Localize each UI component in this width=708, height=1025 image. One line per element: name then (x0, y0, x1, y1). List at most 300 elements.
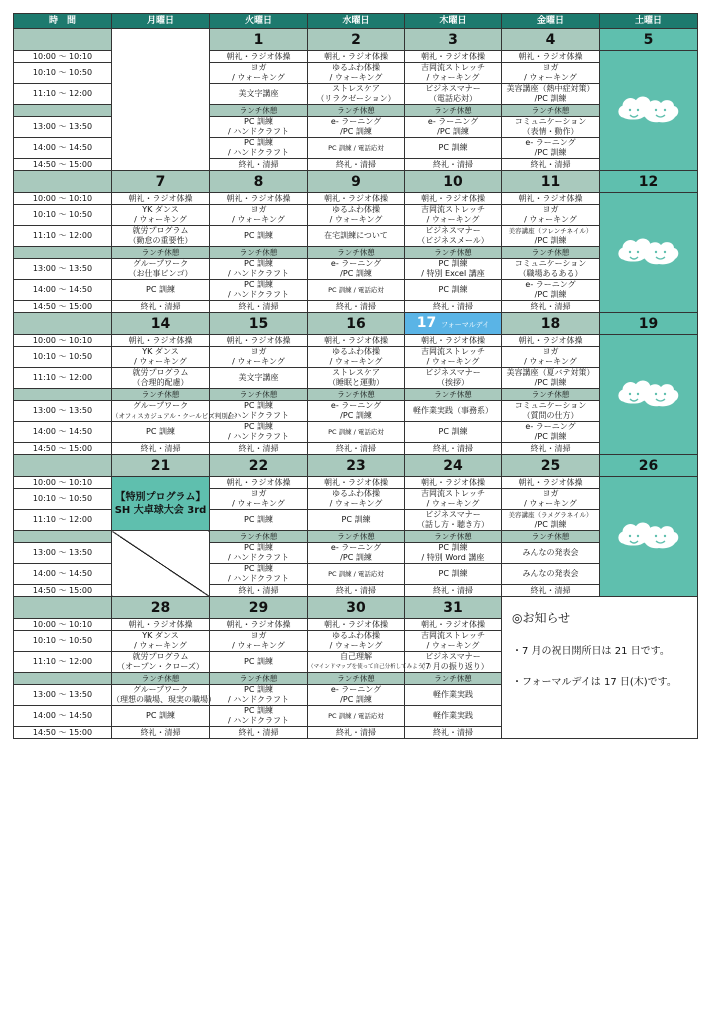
activity-line: ランチ休憩 (434, 105, 472, 115)
activity-line: / ウォーキング (232, 357, 285, 366)
activity-line: / ハンドクラフト (227, 127, 290, 136)
header-monday: 月曜日 (112, 14, 210, 29)
activity-line: / ハンドクラフト (227, 695, 290, 704)
activity-line: / ウォーキング (426, 357, 480, 366)
activity-line: ランチ休憩 (434, 673, 472, 683)
time-label: 11:10 ～ 12:00 (14, 652, 112, 673)
activity-cell (210, 193, 308, 205)
day-date (112, 313, 210, 335)
activity-cell (405, 422, 502, 443)
activity-line: （オープン・クローズ） (117, 662, 204, 671)
activity-cell (502, 193, 600, 205)
activity-cell (405, 63, 502, 84)
activity-line: ストレスケア (332, 368, 380, 377)
activity-cell (112, 401, 241, 422)
activity-line: 美容講座（フレンチネイル） (508, 227, 593, 235)
saturday-date (600, 29, 698, 51)
activity-line: 終礼・清掃 (140, 727, 181, 737)
activity-line: （表情・動作） (522, 127, 579, 136)
activity-line: / ウォーキング (329, 73, 383, 82)
time-slot-row (14, 301, 698, 313)
activity-line: / ハンドクラフト (227, 432, 290, 441)
header-wednesday: 水曜日 (308, 14, 405, 29)
time-label: 14:50 ～ 15:00 (14, 159, 112, 171)
activity-line: ランチ休憩 (337, 673, 375, 683)
activity-cell (405, 585, 502, 597)
activity-line: グループワーク (132, 401, 189, 410)
activity-line: （マインドマップを使って自己分析してみよう！） (308, 664, 435, 670)
activity-line: 終礼・清掃 (433, 159, 473, 169)
activity-line: ランチ休憩 (531, 247, 570, 257)
time-slot-row (14, 443, 698, 455)
activity-line: コミュニケーション (514, 401, 587, 410)
activity-cell (405, 685, 502, 706)
activity-cell (308, 84, 405, 105)
notice-item: ・7 月の祝日開所日は 21 日です。 (512, 646, 670, 657)
day-date (112, 171, 210, 193)
activity-line: グループワーク (132, 259, 189, 268)
week-date-row (14, 171, 698, 193)
time-label: 14:00 ～ 14:50 (14, 422, 112, 443)
notice-title: ◎お知らせ (512, 611, 571, 625)
activity-line: （7 月の振り返り） (417, 662, 489, 671)
day-date (502, 29, 600, 51)
activity-cell (210, 619, 308, 631)
activity-cell (308, 193, 405, 205)
formal-day-tag: フォーマルデイ (441, 320, 490, 329)
activity-line: コミュニケーション (514, 259, 587, 268)
activity-line: e- ラーニング (427, 117, 479, 126)
activity-line: 軽作業実践 (433, 690, 473, 699)
activity-line: /PC 訓練 (534, 432, 567, 441)
activity-line: / ハンドクラフト (227, 716, 290, 725)
activity-cell (112, 685, 216, 706)
activity-line: ランチ休憩 (141, 247, 180, 257)
activity-line: ビジネスマナー (425, 652, 481, 661)
lunch-break-cell (112, 673, 210, 685)
activity-line: ランチ休憩 (239, 105, 278, 115)
lunch-break-cell (210, 389, 308, 401)
activity-cell (308, 159, 405, 171)
date-number: 19 (638, 315, 659, 332)
activity-cell (210, 631, 308, 652)
activity-cell (405, 477, 502, 489)
activity-cell (502, 422, 600, 443)
week-date-row (14, 29, 698, 51)
activity-cell (112, 368, 210, 389)
activity-line: 美容講座（夏バテ対策） (506, 368, 595, 377)
activity-line: ヨガ (250, 205, 267, 214)
saturday-date (600, 171, 698, 193)
activity-line: e- ラーニング (525, 422, 576, 431)
lunch-break-cell (210, 531, 308, 543)
activity-line: PC 訓練 (438, 143, 468, 152)
activity-line: PC 訓練 (244, 401, 273, 410)
activity-line: ゆるふわ体操 (332, 631, 380, 640)
day-date (112, 455, 210, 477)
lunch-break-cell (405, 531, 502, 543)
activity-cell (308, 138, 405, 159)
time-label: 11:10 ～ 12:00 (14, 84, 112, 105)
week-date-row (14, 313, 698, 335)
activity-line: 終礼・清掃 (238, 727, 279, 737)
date-number: 1 (253, 31, 264, 48)
activity-cell (405, 84, 502, 105)
activity-line: / ウォーキング (329, 215, 383, 224)
activity-line: / ハンドクラフト (227, 269, 290, 278)
smiling-cloud-icon (617, 91, 681, 131)
activity-line: 朝礼・ラジオ体操 (226, 193, 291, 203)
activity-line: e- ラーニング (330, 685, 382, 694)
activity-line: （話し方・聴き方） (417, 520, 489, 529)
time-label: 14:00 ～ 14:50 (14, 706, 112, 727)
activity-line: 自己理解 (340, 652, 372, 661)
time-label (14, 389, 112, 401)
activity-line: 軽作業実践 (433, 711, 473, 720)
smiling-cloud-icon (617, 233, 681, 273)
activity-line: PC 訓練 (244, 138, 273, 147)
activity-cell (210, 335, 308, 347)
time-label: 13:00 ～ 13:50 (14, 543, 112, 564)
smiling-cloud-icon (617, 517, 681, 557)
activity-cell (210, 84, 308, 105)
activity-line: 終礼・清掃 (140, 301, 181, 311)
activity-line: 終礼・清掃 (238, 585, 279, 595)
time-slot-row (14, 226, 698, 247)
activity-cell (308, 226, 405, 247)
activity-line: 吉岡流ストレッチ (421, 489, 485, 498)
activity-cell (502, 443, 600, 455)
activity-line: 軽作業実践（事務系） (413, 406, 493, 415)
activity-line: / ウォーキング (524, 73, 577, 82)
time-label (14, 531, 112, 543)
activity-line: ランチ休憩 (531, 531, 570, 541)
saturday-closed-cell (600, 335, 698, 455)
activity-line: e- ラーニング (525, 138, 576, 147)
activity-line: / ハンドクラフト (227, 290, 290, 299)
activity-line: 朝礼・ラジオ体操 (324, 477, 388, 487)
date-row-spacer (14, 313, 112, 335)
activity-line: /PC 訓練 (534, 148, 567, 157)
date-number: 18 (540, 315, 561, 332)
activity-line: /PC 訓練 (340, 269, 372, 278)
activity-line: PC 訓練 (438, 427, 468, 436)
activity-line: （お仕事ビンゴ） (128, 269, 193, 278)
activity-line: ビジネスマナー (425, 510, 481, 519)
activity-line: （職場あるある） (518, 269, 583, 278)
activity-line: / ウォーキング (524, 357, 577, 366)
activity-line: 朝礼・ラジオ体操 (421, 335, 485, 345)
activity-line: PC 訓練 / 電話応対 (328, 712, 384, 720)
activity-cell (405, 301, 502, 313)
day-date (502, 313, 600, 335)
time-label: 10:10 ～ 10:50 (14, 489, 112, 510)
activity-line: 就労プログラム (132, 226, 189, 235)
activity-line: 美容講座（熱中症対策） (506, 84, 595, 93)
lunch-break-cell (210, 105, 308, 117)
activity-line: ゆるふわ体操 (332, 63, 380, 72)
activity-line: ランチ休憩 (531, 105, 570, 115)
activity-cell (405, 510, 502, 531)
activity-cell (405, 138, 502, 159)
activity-cell (210, 347, 308, 368)
activity-cell (308, 347, 405, 368)
activity-line: 朝礼・ラジオ体操 (226, 335, 291, 345)
lunch-break-cell (112, 389, 210, 401)
activity-cell (210, 51, 308, 63)
time-slot-row (14, 335, 698, 347)
day-date (308, 171, 405, 193)
day-date (210, 171, 308, 193)
date-number: 12 (638, 173, 659, 190)
activity-line: ランチ休憩 (337, 531, 375, 541)
day-date (210, 455, 308, 477)
time-label: 14:00 ～ 14:50 (14, 280, 112, 301)
activity-line: 吉岡流ストレッチ (421, 63, 485, 72)
activity-cell (405, 443, 502, 455)
activity-cell (112, 280, 210, 301)
activity-cell (308, 685, 405, 706)
activity-cell (405, 631, 502, 652)
date-number: 24 (443, 457, 463, 474)
activity-cell (308, 543, 405, 564)
activity-cell (502, 301, 600, 313)
activity-cell (405, 335, 502, 347)
activity-line: / ウォーキング (232, 215, 285, 224)
activity-line: 就労プログラム (132, 652, 189, 661)
activity-cell (502, 159, 600, 171)
activity-line: 美文字講座 (238, 373, 279, 382)
activity-line: / ウォーキング (329, 357, 383, 366)
time-label: 11:10 ～ 12:00 (14, 368, 112, 389)
activity-cell (308, 585, 405, 597)
activity-cell (308, 652, 435, 673)
activity-line: ランチ休憩 (239, 247, 278, 257)
activity-cell (112, 619, 210, 631)
activity-line: 朝礼・ラジオ体操 (518, 477, 583, 487)
activity-cell (502, 477, 600, 489)
activity-line: /PC 訓練 (534, 290, 567, 299)
activity-line: コミュニケーション (514, 117, 587, 126)
activity-line: （電話応対） (429, 94, 477, 103)
activity-line: PC 訓練 (146, 427, 175, 436)
lunch-break-cell (405, 673, 502, 685)
activity-line: 朝礼・ラジオ体操 (324, 51, 388, 61)
activity-line: ランチ休憩 (239, 389, 278, 399)
time-slot-row (14, 193, 698, 205)
activity-line: 朝礼・ラジオ体操 (226, 477, 291, 487)
activity-cell (308, 301, 405, 313)
date-number: 26 (638, 457, 659, 474)
activity-line: PC 訓練 (244, 259, 273, 268)
activity-line: （合理的配慮） (132, 378, 189, 387)
activity-cell (112, 443, 210, 455)
time-label: 13:00 ～ 13:50 (14, 259, 112, 280)
date-number: 22 (248, 457, 269, 474)
activity-line: 朝礼・ラジオ体操 (226, 619, 291, 629)
time-label: 10:00 ～ 10:10 (14, 619, 112, 631)
time-label (14, 105, 112, 117)
activity-cell (502, 259, 600, 280)
activity-line: ヨガ (542, 347, 559, 356)
time-slot-row (14, 368, 698, 389)
time-label: 10:00 ～ 10:10 (14, 51, 112, 63)
activity-cell (210, 63, 308, 84)
activity-line: PC 訓練 (438, 543, 468, 552)
date-row-spacer (14, 29, 112, 51)
notice-box (502, 597, 698, 739)
activity-cell (210, 489, 308, 510)
activity-line: 朝礼・ラジオ体操 (324, 335, 388, 345)
activity-line: 就労プログラム (132, 368, 189, 377)
activity-cell (308, 205, 405, 226)
saturday-date (600, 313, 698, 335)
day-date (405, 171, 502, 193)
activity-cell (308, 117, 405, 138)
activity-line: PC 訓練 (244, 564, 273, 573)
date-number: 16 (346, 315, 366, 332)
activity-cell (405, 727, 502, 739)
activity-cell (502, 84, 600, 105)
activity-line: （勤怠の重要性） (128, 236, 193, 245)
activity-line: 朝礼・ラジオ体操 (518, 193, 583, 203)
activity-line: 朝礼・ラジオ体操 (421, 477, 485, 487)
activity-line: PC 訓練 (244, 280, 273, 289)
activity-line: ゆるふわ体操 (332, 489, 380, 498)
activity-cell (308, 259, 405, 280)
activity-line: ゆるふわ体操 (332, 205, 380, 214)
activity-line: /PC 訓練 (534, 236, 567, 245)
activity-line: 終礼・清掃 (336, 301, 376, 311)
date-number: 2 (351, 31, 361, 48)
lunch-break-cell (308, 673, 405, 685)
activity-line: e- ラーニング (330, 117, 382, 126)
time-label (14, 673, 112, 685)
activity-line: / ウォーキング (426, 499, 480, 508)
activity-cell (308, 706, 405, 727)
activity-cell (502, 117, 600, 138)
activity-cell (502, 368, 600, 389)
activity-line: 終礼・清掃 (530, 159, 571, 169)
activity-line: PC 訓練 (244, 117, 273, 126)
saturday-closed-cell (600, 51, 698, 171)
notice-item: ・フォーマルデイは 17 日(木)です。 (512, 677, 677, 688)
activity-cell (405, 706, 502, 727)
activity-cell (210, 564, 308, 585)
activity-line: PC 訓練 / 電話応対 (328, 428, 384, 436)
activity-line: PC 訓練 / 電話応対 (328, 286, 384, 294)
activity-cell (112, 301, 210, 313)
activity-cell (112, 706, 210, 727)
activity-cell (405, 347, 502, 368)
lunch-break-cell (308, 105, 405, 117)
activity-cell (210, 652, 308, 673)
activity-line: ヨガ (542, 489, 559, 498)
activity-line: PC 訓練 (244, 685, 273, 694)
lunch-break-cell (502, 247, 600, 259)
activity-line: 終礼・清掃 (530, 443, 571, 453)
activity-cell (210, 368, 308, 389)
activity-line: PC 訓練 (244, 422, 273, 431)
activity-line: PC 訓練 (438, 569, 468, 578)
activity-cell (210, 422, 308, 443)
time-label: 11:10 ～ 12:00 (14, 510, 112, 531)
activity-line: 吉岡流ストレッチ (421, 347, 485, 356)
activity-line: ヨガ (250, 63, 267, 72)
activity-line: PC 訓練 (438, 259, 468, 268)
activity-cell (112, 226, 210, 247)
date-number: 9 (351, 173, 361, 190)
activity-line: ヨガ (542, 205, 559, 214)
activity-cell (112, 631, 210, 652)
activity-line: 吉岡流ストレッチ (421, 631, 485, 640)
time-slot-row (14, 477, 698, 489)
activity-cell (210, 443, 308, 455)
activity-line: /PC 訓練 (534, 94, 567, 103)
activity-line: / ウォーキング (524, 499, 577, 508)
activity-cell (210, 477, 308, 489)
activity-line: 終礼・清掃 (433, 301, 473, 311)
activity-line: ランチ休憩 (141, 673, 180, 683)
activity-line: PC 訓練 (244, 543, 273, 552)
time-slot-row (14, 401, 698, 422)
activity-cell (308, 477, 405, 489)
activity-cell (308, 727, 405, 739)
activity-line: / ウォーキング (426, 641, 480, 650)
activity-cell (405, 489, 502, 510)
activity-line: （質問の仕方） (522, 411, 579, 420)
activity-line: / ウォーキング (134, 641, 187, 650)
lunch-break-cell (308, 389, 405, 401)
activity-line: （オフィスカジュアル・クールビズ判別会） (112, 412, 241, 420)
activity-line: / ハンドクラフト (227, 148, 290, 157)
activity-line: 吉岡流ストレッチ (421, 205, 485, 214)
day-date (405, 455, 502, 477)
activity-line: YK ダンス (142, 631, 179, 640)
date-number: 10 (443, 173, 463, 190)
time-label: 10:10 ～ 10:50 (14, 631, 112, 652)
activity-line: 朝礼・ラジオ体操 (128, 619, 193, 629)
activity-cell (210, 685, 308, 706)
activity-line: 朝礼・ラジオ体操 (421, 51, 485, 61)
activity-cell (308, 63, 405, 84)
activity-line: / ウォーキング (329, 641, 383, 650)
activity-line: / ウォーキング (329, 499, 383, 508)
time-label: 10:10 ～ 10:50 (14, 205, 112, 226)
activity-line: ビジネスマナー (425, 368, 481, 377)
saturday-date (600, 455, 698, 477)
activity-cell (502, 347, 600, 368)
time-label: 10:10 ～ 10:50 (14, 63, 112, 84)
activity-line: ランチ休憩 (531, 389, 570, 399)
activity-line: YK ダンス (142, 347, 179, 356)
date-number: 5 (643, 31, 654, 48)
activity-line: PC 訓練 (146, 285, 175, 294)
schedule-sheet (13, 13, 698, 739)
time-label: 13:00 ～ 13:50 (14, 685, 112, 706)
activity-line: ランチ休憩 (434, 389, 472, 399)
activity-line: 終礼・清掃 (433, 585, 473, 595)
header-thursday: 木曜日 (405, 14, 502, 29)
day-date (210, 313, 308, 335)
time-label: 10:10 ～ 10:50 (14, 347, 112, 368)
activity-line: / ウォーキング (426, 215, 480, 224)
time-label: 10:00 ～ 10:10 (14, 477, 112, 489)
activity-cell (502, 226, 600, 247)
saturday-closed-cell (600, 477, 698, 597)
activity-line: / ハンドクラフト (227, 574, 290, 583)
activity-line: ランチ休憩 (337, 247, 375, 257)
